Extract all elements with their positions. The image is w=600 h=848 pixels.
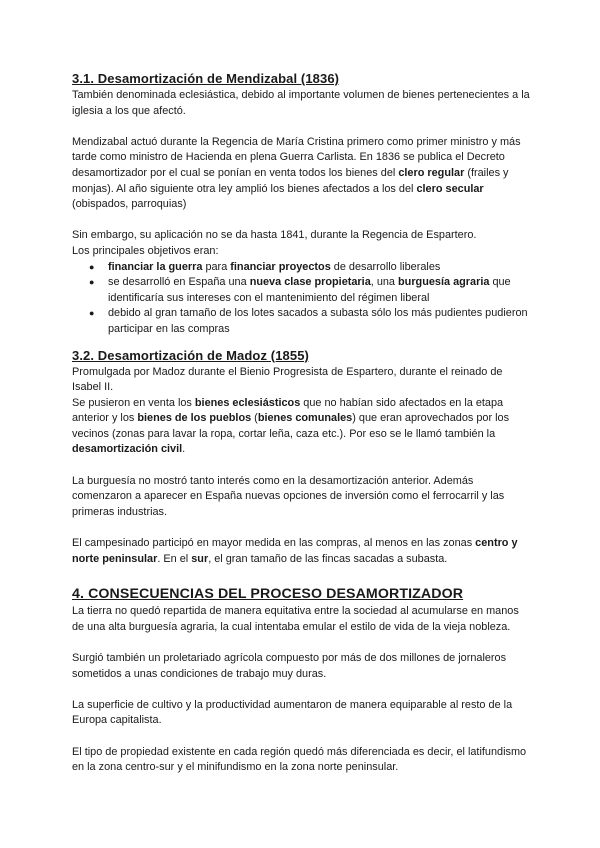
list-item-bold: financiar la guerra [108, 260, 203, 273]
sec32-paragraph-1: Promulgada por Madoz durante el Bienio Progresista de Espartero, durante el reinado de Isabel II. [72, 365, 503, 394]
list-item-text: se desarrolló en España una [108, 276, 250, 289]
list-item-text: , una [370, 276, 399, 289]
list-item [89, 260, 530, 276]
bullet-icon: ● [89, 308, 95, 319]
sec31-paragraph-4: Los principales objetivos eran: [72, 244, 219, 257]
list-item-text: de desarrollo liberales [330, 260, 441, 273]
list-item-text: que identificaría sus intereses con el mantenimiento del régimen liberal [108, 276, 511, 304]
section-4-heading: 4. CONSECUENCIAS DEL PROCESO DESAMORTIZADOR [72, 586, 464, 603]
list-item-text: para [202, 260, 231, 273]
sec31-p2-text-2: (frailes y monjas). Al año siguiente otra ley amplió los bienes afectados a los del [72, 166, 509, 195]
sec32-p4-text-3: , el gran tamaño de las fincas sacadas a subasta. [208, 552, 448, 565]
list-item-bold: financiar proyectos [230, 260, 331, 273]
clero-secular-bold: clero secular [416, 182, 484, 195]
list-item [89, 275, 530, 306]
centro-norte-bold: centro y norte peninsular [72, 537, 518, 565]
objectives-list [72, 260, 530, 338]
sec31-paragraph-2 [72, 135, 530, 213]
bullet-icon: ● [89, 261, 95, 272]
sec32-p2-text-1: Se pusieron en venta los [72, 396, 195, 409]
sec31-paragraph-3: Sin embargo, su aplicación no se da hasta 1841, durante la Regencia de Espartero. [72, 229, 477, 242]
sur-bold: sur [191, 552, 209, 565]
section-3-1-heading: 3.1. Desamortización de Mendizabal (1836) [72, 71, 340, 86]
sec4-paragraph-3: La superficie de cultivo y la productividad aumentaron de manera equiparable al resto de la Europa capitalista. [72, 698, 513, 727]
sec4-paragraph-2: Surgió también un proletariado agrícola compuesto por más de dos millones de jornaleros sometidos a unas condiciones de trabajo muy duras. [72, 652, 507, 680]
bienes-comunales-bold: bienes comunales [257, 412, 353, 425]
sec32-paragraph-2 [72, 396, 530, 458]
sec32-p2-text-2: que no habían sido afectados en la etapa anterior y los [72, 396, 504, 425]
sec4-paragraph-1: La tierra no quedó repartida de manera equitativa entre la sociedad al acumularse en manos de una alta burguesía agraria, la cual intentaba emular el estilo de vida de la vieja nobleza. [72, 605, 519, 633]
desamortizacion-civil-bold: desamortización civil [72, 443, 183, 456]
list-item-bold: burguesía agraria [398, 276, 490, 289]
sec4-paragraph-4: El tipo de propiedad existente en cada región quedó más diferenciada es decir, el latifundismo en la zona centro-sur y el minifundismo en la zona norte peninsular. [72, 745, 527, 774]
sec32-paragraph-3: La burguesía no mostró tanto interés como en la desamortización anterior. Además comenzaron a aparecer en España nuevas opciones de inversión como el ferrocarril y las primeras industrias. [72, 474, 505, 518]
sec32-p4-text-2: . En el [157, 552, 192, 565]
bienes-pueblos-bold: bienes de los pueblos [137, 412, 252, 425]
list-item-text: debido al gran tamaño de los lotes sacados a subasta sólo los más pudientes pudieron participar en las compras [108, 307, 528, 335]
section-3-2-heading: 3.2. Desamortización de Madoz (1855) [72, 347, 309, 363]
sec32-p4-text-1: El campesinado participó en mayor medida en las compras, al menos en las zonas [72, 537, 476, 550]
sec31-p2-text-1: Mendizabal actuó durante la Regencia de María Cristina primero como primer ministro y más tarde como ministro de Hacienda en plena Guerra Carlista. En 1836 se publica el Decreto desamortizador por el cual se ponían en venta todos los bienes del [72, 135, 521, 179]
bullet-icon: ● [89, 277, 95, 288]
sec32-p2-text-4: ) que eran aprovechados por los vecinos (zonas para lavar la ropa, cortar leña, caza etc.). Por eso se le llamó también la [72, 412, 510, 440]
clero-regular-bold: clero regular [398, 166, 465, 179]
sec32-p2-text-5: . [182, 443, 186, 456]
sec31-paragraph-1: También denominada eclesiástica, debido al importante volumen de bienes pertenecientes a la iglesia a los que afectó. [72, 89, 530, 117]
list-item-bold: nueva clase propietaria [249, 276, 371, 289]
sec32-p2-text-3: ( [251, 412, 258, 425]
sec31-p2-text-3: (obispados, parroquias) [72, 198, 187, 211]
sec32-paragraph-4 [72, 536, 530, 567]
bienes-eclesiasticos-bold: bienes eclesiásticos [194, 396, 301, 409]
list-item [89, 306, 530, 337]
